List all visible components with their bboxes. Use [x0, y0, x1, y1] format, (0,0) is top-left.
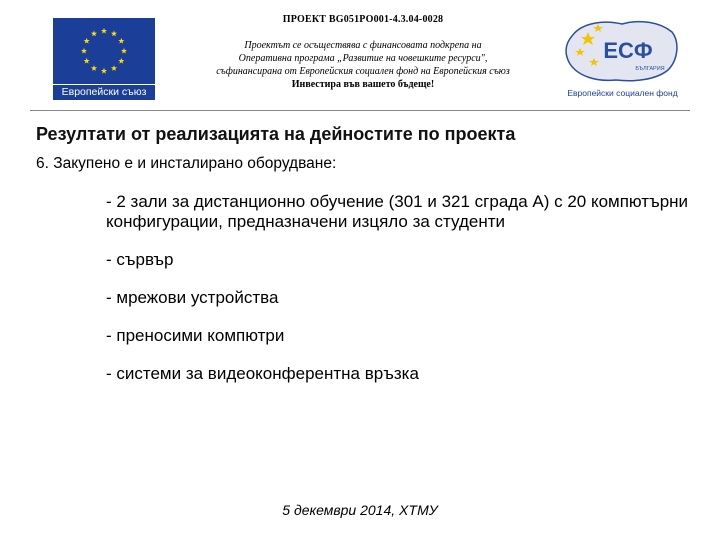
esf-logo	[560, 14, 685, 102]
eu-star-icon	[81, 48, 87, 54]
footer-date: 5 декември 2014, ХТМУ	[282, 502, 438, 518]
bullet-item: - мрежови устройства	[106, 288, 279, 307]
eu-star-icon	[121, 48, 127, 54]
bullet-item: - сървър	[106, 250, 174, 269]
eu-star-icon	[84, 38, 90, 44]
eu-star-icon	[111, 65, 117, 71]
bullet-item: - системи за видеоконферентна връзка	[106, 364, 419, 383]
eu-star-icon	[118, 58, 124, 64]
eu-flag-icon	[53, 18, 155, 84]
project-code: ПРОЕКТ BG051PO001-4.3.04-0028	[282, 14, 444, 25]
header-divider	[30, 110, 690, 111]
bullet-item: - 2 зали за дистанционно обучение (301 и 321 сграда А) с 20 компютърни конфигурации, предназначени изцяло за студенти	[106, 192, 689, 231]
esf-letters: ЕСФ	[603, 38, 653, 63]
funding-line: Оперативна програма „Развитие на човешките ресурси",	[238, 53, 488, 64]
eu-logo	[53, 18, 155, 100]
project-header	[168, 14, 558, 91]
funding-statement	[168, 39, 558, 78]
bullet-item: - преносими компютри	[106, 326, 285, 345]
eu-star-icon	[101, 28, 107, 34]
invest-slogan: Инвестира във вашето бъдеще!	[291, 79, 435, 90]
esf-caption: Европейски социален фонд	[567, 88, 678, 98]
esf-country: БЪЛГАРИЯ	[635, 66, 665, 72]
funding-line: съфинансирана от Европейския социален фонд на Европейския съюз	[216, 66, 510, 77]
slide-title: Резултати от реализацията на дейностите по проекта	[36, 124, 516, 144]
eu-star-icon	[118, 38, 124, 44]
esf-map-logo-icon	[560, 14, 685, 88]
eu-star-icon	[84, 58, 90, 64]
funding-line: Проектът се осъществява с финансовата подкрепа на	[244, 40, 482, 51]
eu-star-icon	[91, 65, 97, 71]
bullet-list	[106, 192, 706, 402]
eu-star-icon	[111, 30, 117, 36]
item-heading: 6. Закупено е и инсталирано оборудване:	[36, 155, 337, 172]
eu-star-icon	[101, 68, 107, 74]
eu-caption: Европейски съюз	[53, 85, 155, 100]
eu-star-icon	[91, 30, 97, 36]
